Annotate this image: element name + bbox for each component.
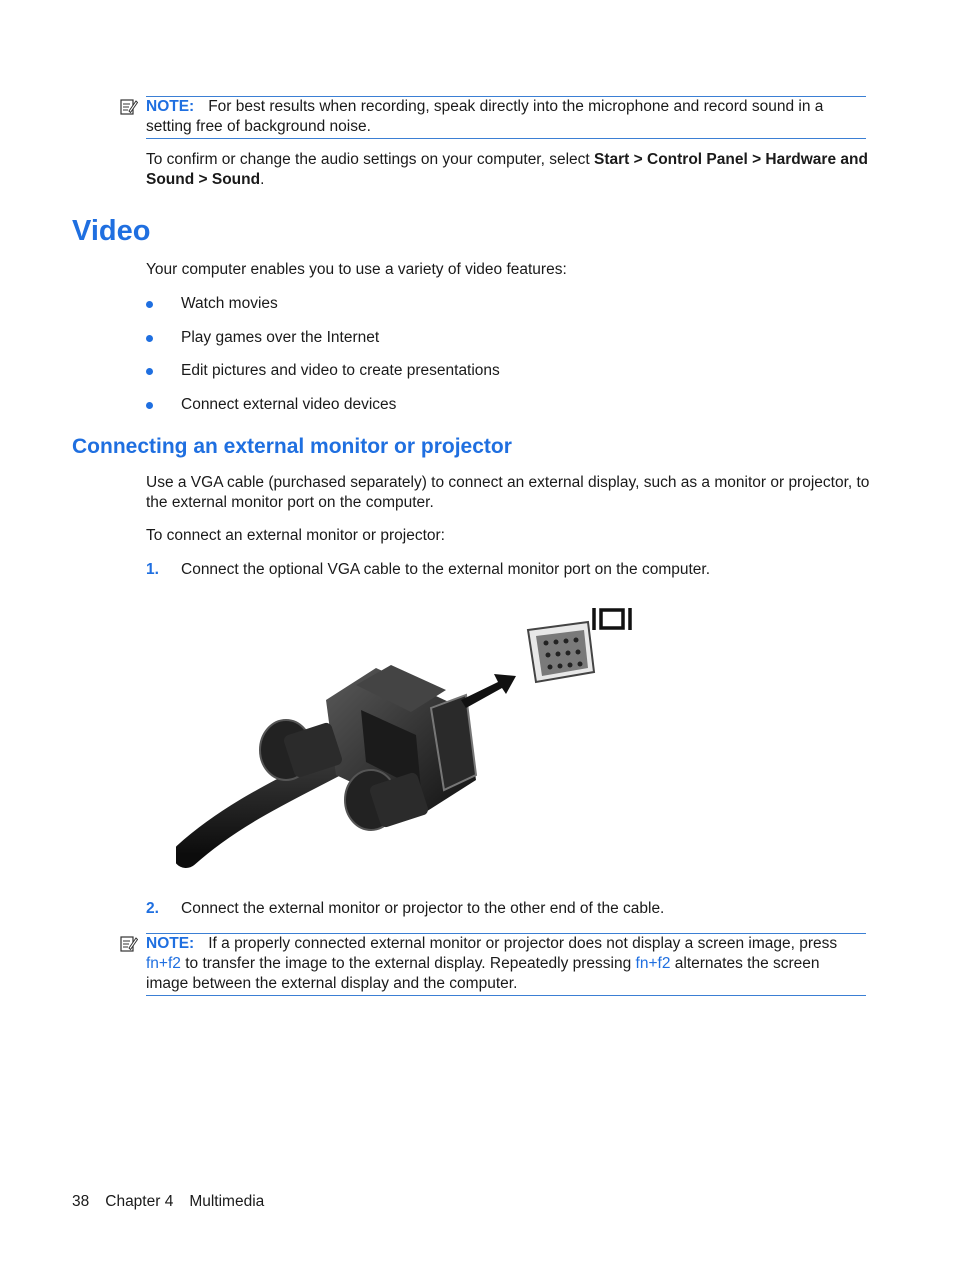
feature-text: Connect external video devices <box>181 396 397 413</box>
note-text: For best results when recording, speak directly into the microphone and record sound in a setting free of background noise. <box>146 98 824 135</box>
step-number: 2. <box>146 900 159 917</box>
audio-settings-path: Start > Control Panel > Hardware and Sound > Sound <box>146 151 868 188</box>
bullet-icon <box>146 301 153 308</box>
page-number: 38 <box>72 1193 90 1210</box>
note-fn-f2 <box>146 933 866 996</box>
note-pencil-icon <box>120 935 138 953</box>
fn-f2-key-link[interactable]: fn+f2 <box>146 955 181 972</box>
note-text-part2: to transfer the image to the external display. Repeatedly pressing <box>180 955 636 972</box>
note-label: NOTE: <box>146 98 195 115</box>
feature-text: Play games over the Internet <box>181 329 380 346</box>
note-text-part3: alternates the screen image between the external display and the computer. <box>146 955 820 992</box>
bullet-icon <box>146 335 153 342</box>
external-monitor-lead: To connect an external monitor or projector: <box>146 527 445 544</box>
audio-settings-prefix: To confirm or change the audio settings on your computer, select <box>146 151 595 168</box>
feature-text: Watch movies <box>181 295 278 312</box>
external-monitor-intro: Use a VGA cable (purchased separately) to connect an external display, such as a monitor or projector, to the external monitor port on the computer. <box>146 474 870 511</box>
audio-settings-suffix: . <box>260 171 265 188</box>
page-footer <box>72 1192 280 1212</box>
step-text: Connect the optional VGA cable to the external monitor port on the computer. <box>181 561 711 578</box>
step-number: 1. <box>146 561 159 578</box>
vga-plug <box>260 665 476 830</box>
feature-text: Edit pictures and video to create presentations <box>181 362 500 379</box>
video-heading: Video <box>72 215 151 247</box>
vga-port-icon <box>528 622 594 682</box>
note-pencil-icon <box>120 98 138 116</box>
external-monitor-heading: Connecting an external monitor or projector <box>72 435 512 458</box>
footer-section: Multimedia <box>189 1193 265 1210</box>
footer-chapter: Chapter 4 <box>105 1193 174 1210</box>
vga-connection-illustration <box>176 590 666 880</box>
external-monitor-symbol-icon <box>594 608 630 630</box>
step-text: Connect the external monitor or projector to the other end of the cable. <box>181 900 665 917</box>
note-text-part1: If a properly connected external monitor or projector does not display a screen image, press <box>208 935 838 952</box>
note-recording <box>146 96 866 139</box>
bullet-icon <box>146 402 153 409</box>
note-label: NOTE: <box>146 935 195 952</box>
fn-f2-key-link[interactable]: fn+f2 <box>635 955 671 972</box>
insert-arrow-icon <box>461 674 516 708</box>
video-intro: Your computer enables you to use a variety of video features: <box>146 261 567 278</box>
bullet-icon <box>146 368 153 375</box>
audio-settings-paragraph <box>146 150 870 190</box>
